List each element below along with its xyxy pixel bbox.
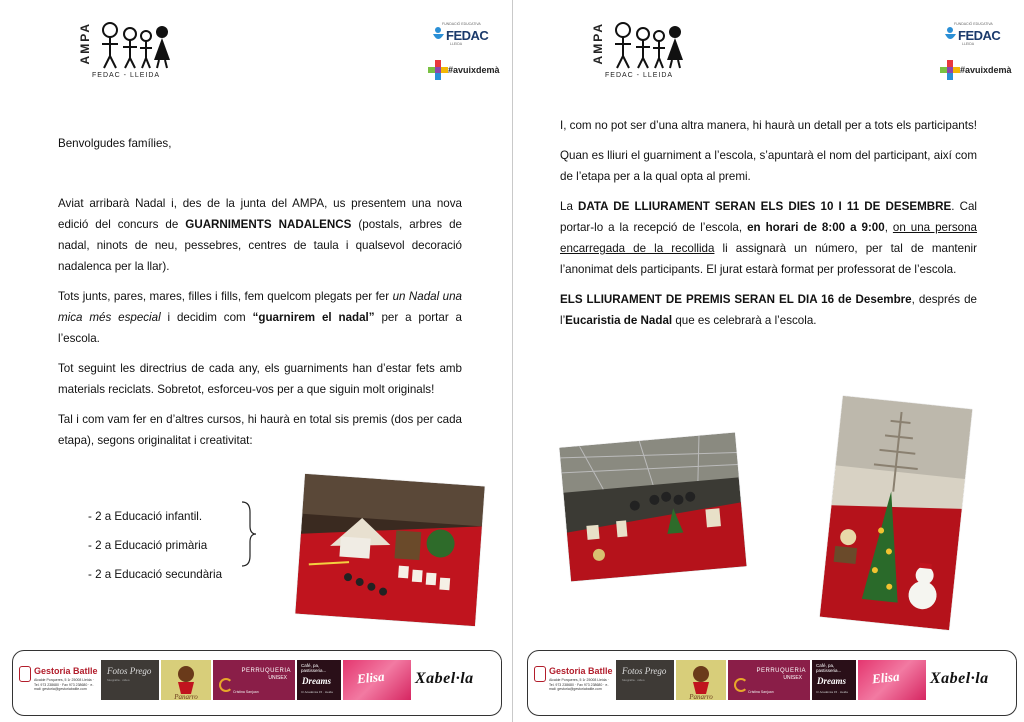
ampa-logo-text: AMPA	[591, 22, 605, 65]
avuixdema-plus-icon	[940, 60, 960, 80]
delivery-hours: en horari de 8:00 a 9:00	[747, 221, 885, 234]
ampa-logo	[591, 18, 691, 86]
sponsor-perru-small: Cristina Sanjuan	[233, 690, 259, 694]
paragraph-gift: I, com no pot ser d’una altra manera, hi haurà un detall per a tots els participants!	[560, 119, 977, 132]
sponsor-elisa-name: Elisa	[356, 668, 386, 687]
sponsor-dreams-addr: C/ Acadèmia 15 · Lleida	[816, 690, 848, 694]
gestoria-icon	[534, 666, 546, 682]
sponsor-gestoria-address: Alcalde Porqueres, 5 1r 25008 Lleida · Tel. 973 238680 · Fax 973 238680 · e-mail: gestoria@gestoriabatlle.com	[34, 678, 94, 691]
sponsor-dreams-addr: C/ Acadèmia 15 · Lleida	[301, 690, 333, 694]
sponsor-elisa	[343, 660, 411, 700]
sponsor-fotos-sub: fotografia · vídeo	[107, 678, 130, 682]
sponsor-gestoria-name: Gestoria Batlle	[549, 666, 613, 676]
sponsor-dreams	[297, 660, 341, 700]
sponsor-perru-sub: UNISEX	[268, 675, 287, 681]
prize-item: - 2 a Educació infantil.	[88, 510, 203, 523]
fedac-city: LLEIDA	[450, 42, 463, 46]
sponsor-dreams-small: Café, pa, pastisseria...	[816, 663, 842, 673]
sponsor-banner	[527, 650, 1017, 716]
ampa-family-icon	[609, 20, 689, 70]
sponsor-panarro	[676, 660, 726, 700]
sponsor-dreams-name: Dreams	[302, 676, 331, 686]
panarro-logo	[676, 660, 726, 700]
avuixdema-logo	[428, 60, 498, 82]
awards-date: ELS LLIURAMENT DE PREMIS SERAN EL DIA 16 de Desembre	[560, 293, 912, 306]
fedac-mark-icon	[432, 26, 446, 44]
paragraph-rules: Tot seguint les directrius de cada any, els guarniments han d’estar fets amb materials reciclats. Sobretot, esforceu-vos per a que siguin molt originals!	[58, 362, 462, 396]
sponsor-dreams-name: Dreams	[817, 676, 846, 686]
sponsor-elisa-name: Elisa	[871, 668, 901, 687]
fedac-small-text: FUNDACIÓ EDUCATIVA	[442, 22, 481, 26]
ampa-family-icon	[96, 20, 176, 70]
avuixdema-hashtag: #avuixdemà	[960, 65, 1012, 75]
fedac-logo	[944, 22, 1006, 48]
ampa-logo-subtitle: FEDAC - LLEIDA	[92, 72, 161, 79]
sponsor-fotos-name: Fotos Prego	[622, 666, 667, 676]
panarro-name: Panarro	[174, 693, 198, 700]
fedac-name: FEDAC	[446, 28, 489, 43]
prize-item: - 2 a Educació secundària	[88, 568, 223, 581]
perru-circle-icon	[219, 678, 233, 692]
greeting-text: Benvolgudes famílies,	[58, 137, 172, 150]
sponsor-dreams	[812, 660, 856, 700]
christmas-table-photo	[295, 474, 484, 626]
sponsor-fotos	[101, 660, 159, 700]
ampa-logo-subtitle: FEDAC - LLEIDA	[605, 72, 674, 79]
greeting	[58, 133, 462, 163]
sponsor-xabel	[928, 660, 1016, 700]
gestoria-icon	[19, 666, 31, 682]
sponsor-panarro	[161, 660, 211, 700]
right-brace-icon	[240, 500, 258, 568]
prize-list	[88, 506, 222, 593]
sponsor-perru-small: Cristina Sanjuan	[748, 690, 774, 694]
avuixdema-hashtag: #avuixdemà	[448, 65, 500, 75]
exhibition-hall-photo	[559, 433, 746, 582]
sponsor-perru-name: PERRUQUERIA	[241, 668, 291, 674]
fedac-city: LLEIDA	[962, 42, 975, 46]
sponsor-xabel-name: Xabel·la	[415, 670, 474, 687]
paragraph-intro: Aviat arribarà Nadal i, des de la junta del AMPA, us presentem una nova edició del concurs de GUARNIMENTS NADALENCS (postals, arbres de nadal, ninots de neu, pessebres, centres de taula i qualsevol decoració nadalenca per la llar).	[58, 197, 463, 273]
paragraph-delivery: La DATA DE LLIURAMENT SERAN ELS DIES 10 I 11 DE DESEMBRE. Cal portar-lo a la recepció de l’escola, en horari de 8:00 a 9:00, on una persona encarregada de la recollida li assignarà un número, per tal de mantenir l’anonimat dels participants. El jurat estarà format per professorat de l’escola.	[560, 200, 978, 276]
sponsor-perru-sub: UNISEX	[783, 675, 802, 681]
sponsor-gestoria-address: Alcalde Porqueres, 5 1r 25008 Lleida · Tel. 973 238680 · Fax 973 238680 · e-mail: gestoria@gestoriabatlle.com	[549, 678, 609, 691]
panarro-logo	[161, 660, 211, 700]
prize-item: - 2 a Educació primària	[88, 539, 208, 552]
ampa-logo-text: AMPA	[78, 22, 92, 65]
sponsor-gestoria	[534, 660, 614, 700]
sponsor-banner	[12, 650, 502, 716]
delivery-dates: DATA DE LLIURAMENT SERAN ELS DIES 10 I 11 DE DESEMBRE	[578, 200, 952, 213]
sponsor-gestoria-name: Gestoria Batlle	[34, 666, 98, 676]
sponsor-perru-name: PERRUQUERIA	[756, 668, 806, 674]
sponsor-elisa	[858, 660, 926, 700]
sponsor-xabel-name: Xabel·la	[930, 670, 989, 687]
contest-name: GUARNIMENTS NADALENCS	[185, 218, 352, 231]
sponsor-perruqueria	[728, 660, 810, 700]
fedac-name: FEDAC	[958, 28, 1001, 43]
fedac-mark-icon	[944, 26, 958, 44]
christmas-tree-photo	[820, 396, 972, 630]
paragraph-awards: ELS LLIURAMENT DE PREMIS SERAN EL DIA 16 de Desembre, després de l’Eucaristia de Nadal que es celebrarà a l’escola.	[560, 293, 977, 327]
panarro-name: Panarro	[689, 693, 713, 700]
avuixdema-logo	[940, 60, 1010, 82]
sponsor-fotos-sub: fotografia · vídeo	[622, 678, 645, 682]
sponsor-perruqueria	[213, 660, 295, 700]
paragraph-register: Quan es lliuri el guarniment a l’escola, s’apuntarà el nom del participant, així com de l’etapa per a la qual opta al premi.	[560, 149, 977, 183]
sponsor-fotos	[616, 660, 674, 700]
sponsor-fotos-name: Fotos Prego	[107, 666, 152, 676]
perru-circle-icon	[734, 678, 748, 692]
paragraph-together: Tots junts, pares, mares, filles i fills, fem quelcom plegats per fer un Nadal una mica més especial i decidim com “guarnirem el nadal” per a portar a l’escola.	[58, 290, 463, 345]
avuixdema-plus-icon	[428, 60, 448, 80]
sponsor-gestoria	[19, 660, 99, 700]
left-body	[58, 193, 462, 460]
sponsor-xabel	[413, 660, 501, 700]
right-body	[560, 115, 977, 340]
right-page	[513, 0, 1024, 722]
fedac-small-text: FUNDACIÓ EDUCATIVA	[954, 22, 993, 26]
ampa-logo	[78, 18, 178, 86]
paragraph-prizes: Tal i com vam fer en d’altres cursos, hi haurà en total sis premis (dos per cada etapa), segons originalitat i creativitat:	[58, 413, 462, 447]
sponsor-dreams-small: Café, pa, pastisseria...	[301, 663, 327, 673]
fedac-logo	[432, 22, 494, 48]
